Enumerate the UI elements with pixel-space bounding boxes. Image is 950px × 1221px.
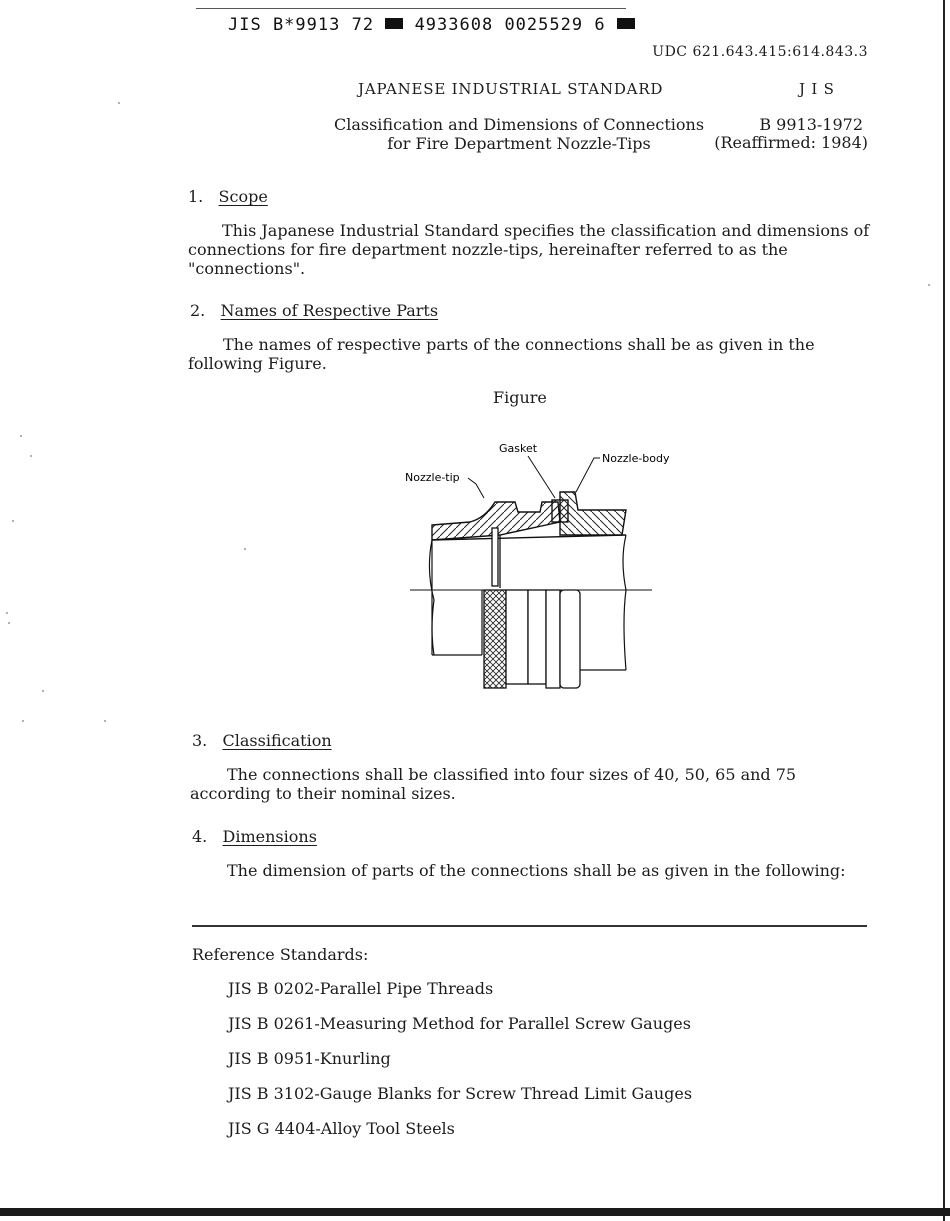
scan-speck	[20, 435, 22, 437]
reference-item: JIS B 3102-Gauge Blanks for Screw Thread Limit Gauges	[228, 1084, 693, 1103]
document-code-right: 4933608 0025529 6	[414, 15, 606, 35]
standard-abbr: J I S	[799, 80, 835, 98]
section-number: 2.	[190, 301, 206, 320]
reference-item: JIS B 0202-Parallel Pipe Threads	[228, 979, 494, 998]
section-1-heading	[188, 187, 268, 206]
connection-figure	[400, 440, 690, 695]
document-code-left: JIS B*9913 72	[228, 15, 375, 35]
standard-name: JAPANESE INDUSTRIAL STANDARD	[358, 80, 664, 98]
header-top-rule	[196, 8, 626, 9]
section-1-text: This Japanese Industrial Standard specifies the classification and dimensions of connections for fire department nozzle-tips, hereinafter referred to as the "connections".	[188, 221, 870, 278]
page-right-border	[943, 0, 945, 1221]
redaction-block	[385, 18, 403, 29]
title-line-1: Classification and Dimensions of Connections	[333, 115, 705, 134]
footnote-rule	[192, 925, 867, 927]
scan-speck	[42, 690, 44, 692]
page-bottom-bar	[0, 1208, 950, 1216]
section-4-heading	[192, 827, 317, 846]
knurled-ring	[484, 590, 506, 688]
section-title: Names of Respective Parts	[220, 301, 439, 320]
section-number: 1.	[188, 187, 204, 206]
scan-speck	[244, 548, 246, 550]
section-title: Scope	[218, 187, 268, 206]
figure-caption: Figure	[493, 388, 547, 407]
section-3-text: The connections shall be classified into four sizes of 40, 50, 65 and 75 according to their nominal sizes.	[190, 765, 797, 803]
section-number: 3.	[192, 731, 208, 750]
redaction-block	[617, 18, 635, 29]
section-title: Classification	[222, 731, 332, 750]
document-title	[326, 115, 712, 153]
scan-speck	[8, 622, 10, 624]
label-nozzle-body: Nozzle-body	[602, 452, 670, 465]
section-2-heading	[190, 301, 438, 320]
scan-speck	[30, 455, 32, 457]
title-line-2: for Fire Department Nozzle-Tips	[387, 134, 651, 153]
reference-item: JIS G 4404-Alloy Tool Steels	[228, 1119, 455, 1138]
scan-speck	[6, 612, 8, 614]
scan-speck	[22, 720, 24, 722]
section-title: Dimensions	[222, 827, 317, 846]
udc-number: UDC 621.643.415:614.843.3	[652, 44, 868, 60]
reference-item: JIS B 0261-Measuring Method for Parallel Screw Gauges	[228, 1014, 691, 1033]
document-code	[228, 15, 635, 35]
label-nozzle-tip: Nozzle-tip	[405, 471, 460, 484]
section-4-text: The dimension of parts of the connections shall be as given in the following:	[227, 861, 846, 880]
reaffirmed-date: (Reaffirmed: 1984)	[714, 133, 868, 152]
scan-speck	[104, 720, 106, 722]
standard-number: B 9913-1972	[759, 115, 863, 134]
label-gasket: Gasket	[499, 442, 538, 455]
nozzle-body-section	[560, 492, 626, 535]
section-number: 4.	[192, 827, 208, 846]
scan-speck	[12, 520, 14, 522]
section-3-heading	[192, 731, 332, 750]
section-2-text: The names of respective parts of the connections shall be as given in the following Figure.	[188, 335, 815, 373]
reference-item: JIS B 0951-Knurling	[228, 1049, 391, 1068]
scan-speck	[118, 102, 120, 104]
references-title: Reference Standards:	[192, 945, 369, 964]
scan-speck	[928, 284, 930, 286]
